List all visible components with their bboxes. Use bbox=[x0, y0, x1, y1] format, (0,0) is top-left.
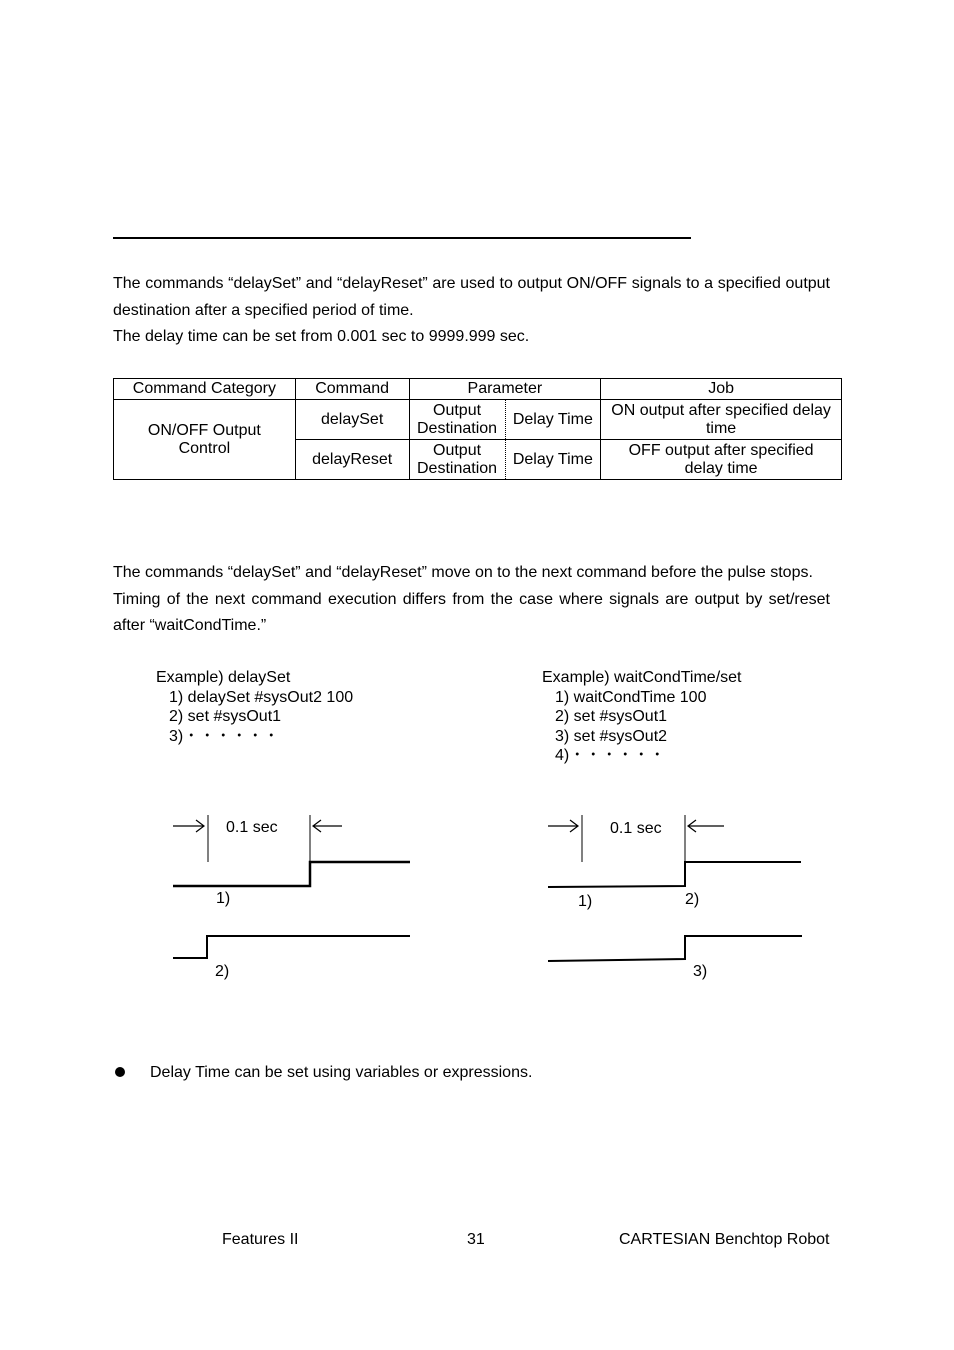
intro-line-1: The commands “delaySet” and “delayReset” are used to output ON/OFF signals to a specified output destination after a specified period of time. bbox=[113, 275, 830, 319]
command-cell: delaySet bbox=[295, 400, 409, 440]
bullet-text: Delay Time can be set using variables or expressions. bbox=[150, 1064, 533, 1081]
arrow-left-icon bbox=[313, 820, 342, 832]
signal-label: 3) bbox=[693, 963, 708, 980]
arrow-left-icon bbox=[688, 820, 724, 832]
intro-line-2: The delay time can be set from 0.001 sec to 9999.999 sec. bbox=[113, 328, 530, 345]
param2-cell: Delay Time bbox=[505, 440, 601, 480]
timing-line-2: Timing of the next command execution differs from the case where signals are output by set/reset after “waitCondTime.” bbox=[113, 590, 830, 634]
signal-label: 1) bbox=[578, 893, 593, 910]
example-left-title: Example) delaySet bbox=[156, 669, 291, 686]
example-left-line: 2) set #sysOut1 bbox=[169, 708, 282, 725]
signal-label: 1) bbox=[216, 890, 231, 907]
signal-label: 2) bbox=[685, 891, 700, 908]
job-text: OFF output after specified delay time bbox=[628, 441, 814, 477]
arrow-right-icon bbox=[173, 820, 204, 832]
param2-cell: Delay Time bbox=[505, 400, 601, 440]
header-command: Command bbox=[295, 379, 409, 400]
bullet-icon bbox=[115, 1067, 125, 1077]
page-number: 31 bbox=[467, 1231, 485, 1248]
header-job: Job bbox=[601, 379, 842, 400]
example-left-line: 3)・・・・・・ bbox=[169, 727, 280, 745]
header-category: Command Category bbox=[114, 379, 296, 400]
signal-waveform-1 bbox=[173, 862, 410, 886]
arrow-right-icon bbox=[548, 820, 578, 832]
timing-diagram-right bbox=[548, 815, 802, 961]
example-right-line: 3) set #sysOut2 bbox=[555, 727, 668, 745]
footer-right: CARTESIAN Benchtop Robot bbox=[619, 1231, 830, 1248]
command-cell: delayReset bbox=[295, 440, 409, 480]
interval-label: 0.1 sec bbox=[610, 820, 662, 837]
signal-label: 2) bbox=[215, 963, 230, 980]
example-right-line: 1) waitCondTime 100 bbox=[555, 688, 707, 706]
timing-line-1: The commands “delaySet” and “delayReset” move on to the next command before the pulse stops. bbox=[113, 564, 813, 581]
category-label: ON/OFF Output Control bbox=[147, 421, 261, 457]
interval-label: 0.1 sec bbox=[226, 819, 278, 836]
footer-left: Features II bbox=[222, 1231, 299, 1248]
signal-waveform-2 bbox=[548, 936, 802, 961]
example-left-line: 1) delaySet #sysOut2 100 bbox=[169, 688, 354, 706]
param1-cell: Output Destination bbox=[409, 440, 505, 480]
signal-waveform-2 bbox=[173, 936, 410, 958]
header-parameter: Parameter bbox=[409, 379, 601, 400]
example-right-line: 4)・・・・・・ bbox=[555, 747, 666, 764]
timing-diagram-left bbox=[173, 815, 410, 958]
example-right-title: Example) waitCondTime/set bbox=[542, 669, 742, 686]
example-right-line: 2) set #sysOut1 bbox=[555, 708, 668, 725]
param1-cell: Output Destination bbox=[409, 400, 505, 440]
signal-waveform-1 bbox=[548, 862, 801, 887]
job-cell: ON output after specified delay time bbox=[601, 400, 842, 440]
